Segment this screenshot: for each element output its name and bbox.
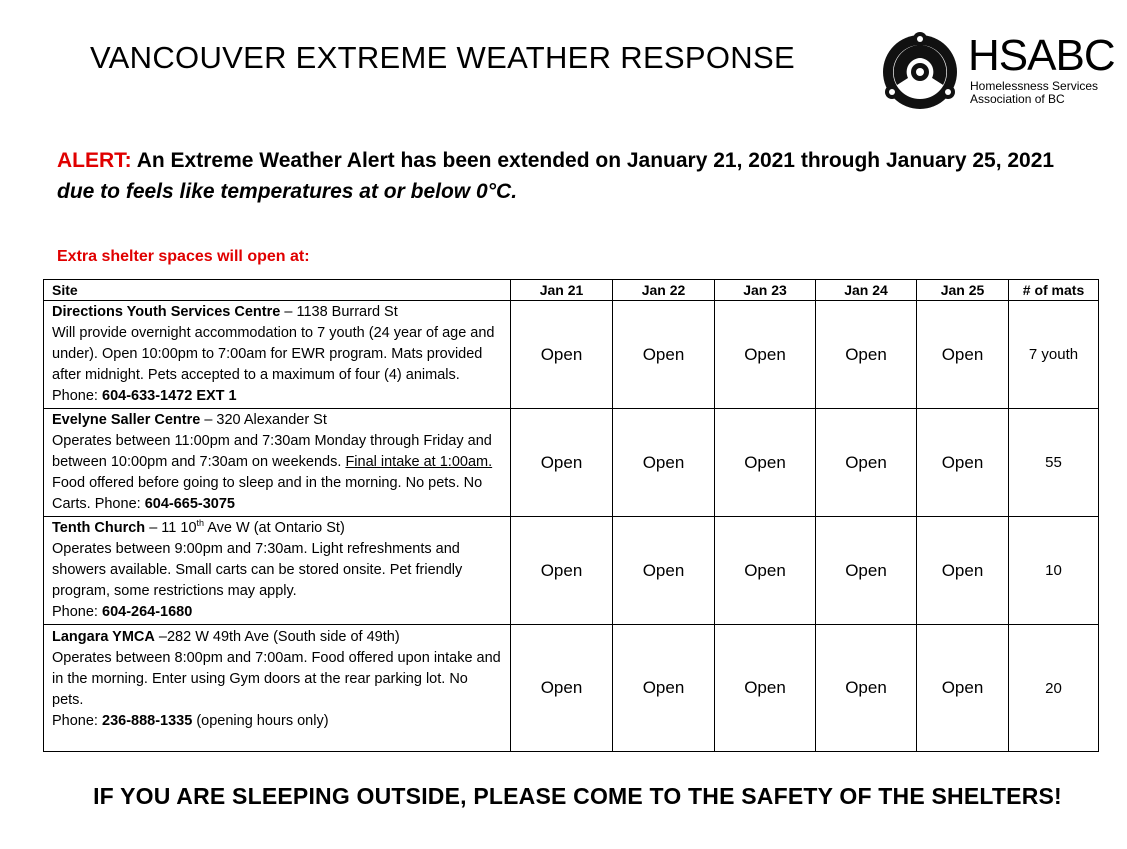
- hsabc-logo: [880, 31, 1115, 112]
- site-name: Langara YMCA: [52, 629, 155, 645]
- site-details: Food offered before going to sleep and in the morning. No pets. No Carts. Phone:: [52, 475, 483, 512]
- status-cell: Open: [613, 625, 715, 752]
- table-row: [44, 409, 1099, 517]
- site-name: Directions Youth Services Centre: [52, 304, 281, 320]
- header-day: Jan 24: [816, 280, 917, 301]
- site-cell: [44, 517, 511, 625]
- alert-label: ALERT:: [57, 149, 132, 172]
- header-day: Jan 25: [917, 280, 1009, 301]
- shelter-table: [43, 279, 1099, 752]
- header-day: Jan 23: [715, 280, 816, 301]
- site-details: Will provide overnight accommodation to 7 youth (24 year of age and under). Open 10:00pm to 7:00am for EWR program. Mats provided after midnight. Pets accepted to a maximum of four (4) animals. Phone:: [52, 325, 495, 404]
- status-cell: Open: [715, 517, 816, 625]
- site-cell: [44, 409, 511, 517]
- site-address: – 11 10: [145, 520, 197, 536]
- status-cell: Open: [613, 301, 715, 409]
- site-cell: [44, 625, 511, 752]
- mats-cell: 10: [1009, 517, 1099, 625]
- table-row: [44, 625, 1099, 752]
- status-cell: Open: [917, 517, 1009, 625]
- extra-shelter-heading: Extra shelter spaces will open at:: [57, 248, 310, 265]
- table-header-row: [44, 280, 1099, 301]
- status-cell: Open: [511, 409, 613, 517]
- table-row: [44, 301, 1099, 409]
- status-cell: Open: [816, 409, 917, 517]
- status-cell: Open: [917, 301, 1009, 409]
- status-cell: Open: [715, 301, 816, 409]
- site-phone: 604-264-1680: [102, 604, 193, 620]
- status-cell: Open: [511, 301, 613, 409]
- site-address: – 320 Alexander St: [200, 412, 327, 428]
- status-cell: Open: [715, 625, 816, 752]
- site-phone-note: (opening hours only): [192, 713, 329, 729]
- status-cell: Open: [511, 625, 613, 752]
- status-cell: Open: [917, 625, 1009, 752]
- status-cell: Open: [816, 301, 917, 409]
- status-cell: Open: [613, 409, 715, 517]
- site-phone: 604-665-3075: [144, 496, 235, 512]
- header-day: Jan 22: [613, 280, 715, 301]
- site-phone: 236-888-1335: [102, 713, 193, 729]
- site-details: Operates between 8:00pm and 7:00am. Food offered upon intake and in the morning. Enter using Gym doors at the rear parking lot. No pets.: [52, 650, 501, 708]
- site-details: Operates between 11:00pm and 7:30am Monday through Friday and between 10:00pm and 7:30am on weekends.: [52, 433, 492, 470]
- header-day: Jan 21: [511, 280, 613, 301]
- site-details: Operates between 9:00pm and 7:30am. Light refreshments and showers available. Small carts can be stored onsite. Pet friendly program, some restrictions may apply.: [52, 541, 463, 599]
- site-address: –282 W 49th Ave (South side of 49th): [154, 629, 400, 645]
- site-name: Evelyne Saller Centre: [52, 412, 201, 428]
- alert-message: [57, 145, 1087, 207]
- mats-cell: 20: [1009, 625, 1099, 752]
- site-address-sup: th: [196, 518, 205, 529]
- site-phone: 604-633-1472 EXT 1: [102, 388, 237, 404]
- header-mats: # of mats: [1009, 280, 1099, 301]
- site-address: Ave W (at Ontario St): [204, 520, 345, 536]
- status-cell: Open: [613, 517, 715, 625]
- site-details-underlined: Final intake at 1:00am.: [345, 454, 493, 470]
- table-row: [44, 517, 1099, 625]
- mats-cell: 55: [1009, 409, 1099, 517]
- site-name: Tenth Church: [52, 520, 146, 536]
- hsabc-logo-icon: [880, 32, 960, 112]
- site-phone-label: Phone:: [52, 713, 102, 729]
- footer-message: IF YOU ARE SLEEPING OUTSIDE, PLEASE COME TO THE SAFETY OF THE SHELTERS!: [93, 783, 1062, 809]
- alert-text: An Extreme Weather Alert has been extended on January 21, 2021 through January 25, 2021: [131, 149, 1055, 172]
- header-site: Site: [44, 280, 511, 301]
- logo-subtitle: [970, 80, 1098, 106]
- site-cell: [44, 301, 511, 409]
- site-address: – 1138 Burrard St: [280, 304, 398, 320]
- mats-cell: 7 youth: [1009, 301, 1099, 409]
- status-cell: Open: [816, 625, 917, 752]
- status-cell: Open: [511, 517, 613, 625]
- page-title: VANCOUVER EXTREME WEATHER RESPONSE: [90, 40, 795, 75]
- site-phone-label: Phone:: [52, 604, 102, 620]
- logo-sub-line2: Association of BC: [970, 92, 1065, 106]
- status-cell: Open: [715, 409, 816, 517]
- logo-name: HSABC: [968, 31, 1115, 80]
- logo-sub-line1: Homelessness Services: [970, 79, 1099, 93]
- alert-emphasis: due to feels like temperatures at or below 0°C.: [57, 180, 518, 203]
- status-cell: Open: [917, 409, 1009, 517]
- status-cell: Open: [816, 517, 917, 625]
